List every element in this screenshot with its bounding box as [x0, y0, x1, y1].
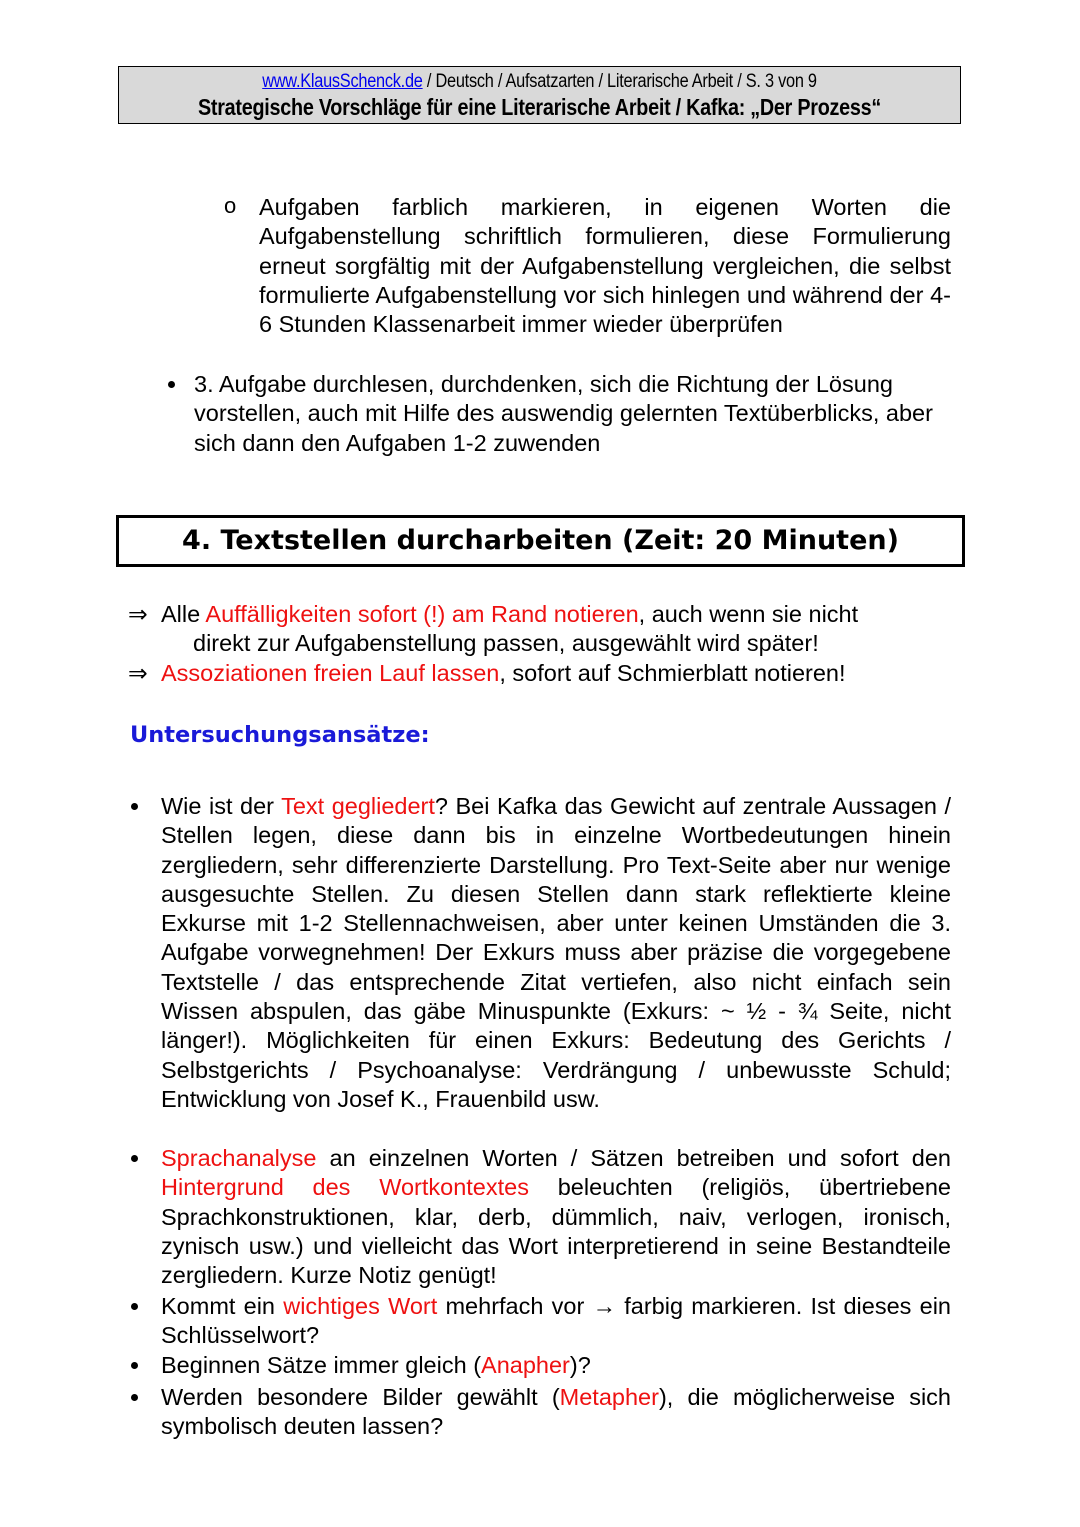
page-header	[118, 66, 961, 124]
site-link[interactable]: www.KlausSchenck.de	[262, 71, 423, 92]
header-path: / Deutsch / Aufsatzarten / Literarische Arbeit / S. 3 von 9	[422, 71, 817, 92]
arrow-icon: ⇒	[128, 601, 148, 627]
item-3-text: 3. Aufgabe durchlesen, durchdenken, sich die Richtung der Lösung vorstellen, auch mit Hilfe des auswendig gelernten Textüberblicks, aber sich dann den Aufgaben 1-2 zuwenden	[194, 371, 933, 456]
sub-item-text: Aufgaben farblich markieren, in eigenen Worten die Aufgabenstellung schriftlich formulieren, diese Formulierung erneut sorgfältig mit der Aufgabenstellung vergleichen, die selbst formulierte Aufgabenstellung vor sich hinlegen und während der 4-6 Stunden Klassenarbeit immer wieder überprüfen	[259, 194, 951, 338]
header-path-line	[178, 71, 901, 93]
bullet-metaphor: Werden besondere Bilder gewählt (Metapher), die möglicherweise sich symbolisch deuten lassen?	[161, 1384, 952, 1440]
bullet-dot	[131, 1303, 138, 1310]
bullet-language-analysis: Sprachanalyse an einzelnen Worten / Sätzen betreiben und sofort den Hintergrund des Wortkontextes beleuchten (religiös, übertriebene Sprachkonstruktionen, klar, derb, dümmlich, naiv, verlogen, ironisch, zynisch usw.) und vielleicht das Wort interpretierend in seine Bestandteile zergliedern. Kurze Notiz genügt!	[161, 1145, 951, 1289]
header-title: Strategische Vorschläge für eine Literarische Arbeit / Kafka: „Der Prozess“	[197, 94, 882, 120]
arrow-line-1: Alle Auffälligkeiten sofort (!) am Rand notieren, auch wenn sie nicht	[161, 601, 859, 627]
bullet-key-word: Kommt ein wichtiges Wort mehrfach vor → farbig markieren. Ist dieses ein Schlüsselwort?	[161, 1293, 951, 1349]
arrow-line-2: Assoziationen freien Lauf lassen, sofort auf Schmierblatt notieren!	[161, 660, 846, 686]
sub-bullet-marker: o	[224, 193, 237, 218]
bullet-dot	[131, 1394, 138, 1401]
subheading: Untersuchungsansätze:	[130, 722, 430, 748]
arrow-icon: ⇒	[128, 660, 148, 686]
bullet-dot	[131, 1362, 138, 1369]
section-heading: 4. Textstellen durcharbeiten (Zeit: 20 Minuten)	[116, 515, 965, 567]
bullet-dot	[168, 381, 175, 388]
bullet-text-structure: Wie ist der Text gegliedert? Bei Kafka das Gewicht auf zentrale Aussagen / Stellen legen, diese dann bis in einzelne Wortbedeutungen hinein zergliedern, sehr differenzierte Darstellung. Pro Text-Seite aber nur wenige ausgesuchte Stellen. Zu diesen Stellen dann stark reflektierte kleine Exkurse mit 1-2 Stellennachweisen, aber unter keinen Umständen die 3. Aufgabe vorwegnehmen! Der Exkurs muss aber präzise die vorgegebene Textstelle / das entsprechende Zitat vertiefen, also nicht einfach sein Wissen abspulen, das gäbe Minuspunkte (Exkurs: ~ ½ - ¾ Seite, nicht länger!). Möglichkeiten für einen Exkurs: Bedeutung des Gerichts / Selbstgerichts / Psychoanalyse: Verdrängung / unbewusste Schuld; Entwicklung von Josef K., Frauenbild usw.	[161, 793, 952, 1112]
arrow-line-1-continued: direkt zur Aufgabenstellung passen, ausgewählt wird später!	[193, 630, 819, 656]
bullet-dot	[131, 803, 138, 810]
bullet-dot	[131, 1155, 138, 1162]
bullet-anaphora: Beginnen Sätze immer gleich (Anapher)?	[161, 1352, 591, 1378]
